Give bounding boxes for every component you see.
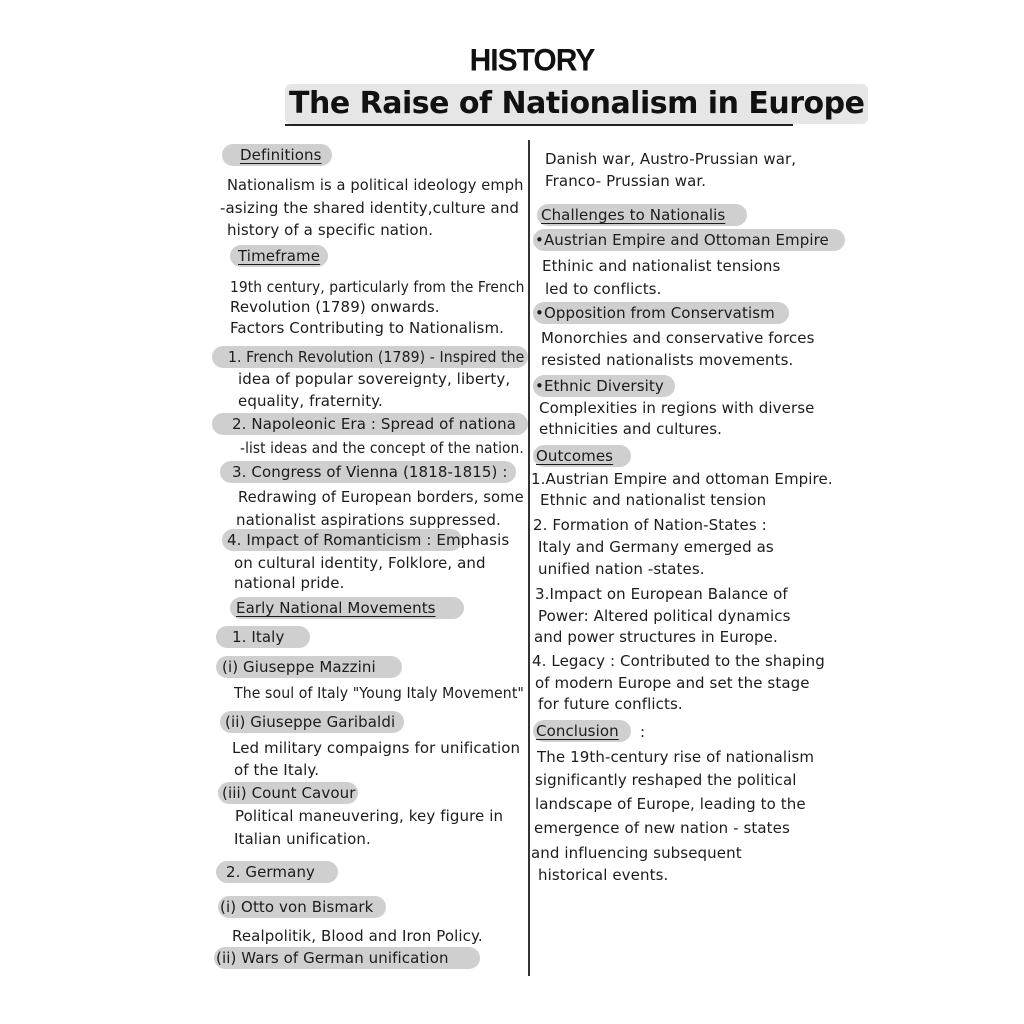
conclusion-line: The 19th-century rise of nationalism	[537, 748, 815, 766]
timeframe-line: Factors Contributing to Nationalism.	[230, 319, 505, 337]
outcome-line: for future conflicts.	[538, 695, 683, 713]
factor-line: 1. French Revolution (1789) - Inspired the	[228, 348, 525, 366]
definition-line: history of a specific nation.	[227, 221, 434, 239]
garibaldi-heading: (ii) Giuseppe Garibaldi	[225, 713, 396, 731]
outcomes-heading: Outcomes	[536, 447, 614, 465]
bismark-heading: (i) Otto von Bismark	[220, 898, 374, 916]
conclusion-heading: Conclusion	[536, 722, 619, 740]
opposition-heading: •Opposition from Conservatism	[535, 304, 775, 322]
ethnic-heading: •Ethnic Diversity	[535, 377, 664, 395]
cavour-line: Political maneuvering, key figure in	[235, 807, 504, 825]
factor-line: equality, fraternity.	[238, 392, 383, 410]
outcome-line: 4. Legacy : Contributed to the shaping	[532, 652, 825, 670]
outcome-line: 3.Impact on European Balance of	[535, 585, 788, 603]
conclusion-colon: :	[640, 723, 646, 741]
austrian-line: Ethinic and nationalist tensions	[542, 257, 781, 275]
outcome-line: 2. Formation of Nation-States :	[533, 516, 767, 534]
title-underline	[285, 124, 793, 126]
cavour-heading: (iii) Count Cavour	[222, 784, 356, 802]
factor-line: 2. Napoleonic Era : Spread of nationa	[232, 415, 517, 433]
garibaldi-line: of the Italy.	[234, 761, 320, 779]
italy-heading: 1. Italy	[232, 628, 285, 646]
factor-line: on cultural identity, Folklore, and	[234, 554, 486, 572]
opposition-line: resisted nationalists movements.	[541, 351, 794, 369]
factor-line: 3. Congress of Vienna (1818-1815) :	[232, 463, 508, 481]
germany-heading: 2. Germany	[226, 863, 316, 881]
ethnic-line: ethnicities and cultures.	[539, 420, 723, 438]
subject-heading: HISTORY	[469, 43, 595, 78]
outcome-line: Ethnic and nationalist tension	[540, 491, 767, 509]
outcome-line: 1.Austrian Empire and ottoman Empire.	[531, 470, 833, 488]
outcome-line: of modern Europe and set the stage	[535, 674, 810, 692]
cavour-line: Italian unification.	[234, 830, 371, 848]
wars-line: Danish war, Austro-Prussian war,	[545, 150, 797, 168]
opposition-line: Monorchies and conservative forces	[541, 329, 815, 347]
factor-line: nationalist aspirations suppressed.	[236, 511, 501, 529]
challenges-heading: Challenges to Nationalis	[541, 206, 726, 224]
factor-line: idea of popular sovereignty, liberty,	[238, 370, 511, 388]
conclusion-line: and influencing subsequent	[531, 844, 742, 862]
factor-line: national pride.	[234, 574, 345, 592]
outcome-line: Power: Altered political dynamics	[538, 607, 791, 625]
column-divider	[528, 140, 530, 976]
mazzini-text: The soul of Italy "Young Italy Movement"	[234, 684, 525, 702]
page-title: The Raise of Nationalism in Europe	[285, 84, 868, 124]
wars-line: Franco- Prussian war.	[545, 172, 707, 190]
bismark-text: Realpolitik, Blood and Iron Policy.	[232, 927, 483, 945]
outcome-line: Italy and Germany emerged as	[538, 538, 774, 556]
conclusion-line: landscape of Europe, leading to the	[535, 795, 806, 813]
definition-line: -asizing the shared identity,culture and	[220, 199, 520, 217]
conclusion-line: historical events.	[538, 866, 669, 884]
wars-heading: (ii) Wars of German unification	[216, 949, 449, 967]
factor-line: Redrawing of European borders, some	[238, 488, 524, 506]
factor-line: -list ideas and the concept of the nation.	[240, 439, 524, 457]
timeframe-line: Revolution (1789) onwards.	[230, 298, 440, 316]
definitions-heading: Definitions	[240, 146, 322, 164]
timeframe-line: 19th century, particularly from the French	[230, 278, 525, 296]
timeframe-heading: Timeframe	[238, 247, 321, 265]
mazzini-heading: (i) Giuseppe Mazzini	[222, 658, 376, 676]
austrian-heading: •Austrian Empire and Ottoman Empire	[535, 231, 829, 249]
garibaldi-line: Led military compaigns for unification	[232, 739, 521, 757]
definition-line: Nationalism is a political ideology emph	[227, 176, 524, 194]
factor-line: 4. Impact of Romanticism : Emphasis	[227, 531, 510, 549]
movements-heading: Early National Movements	[236, 599, 436, 617]
ethnic-line: Complexities in regions with diverse	[539, 399, 815, 417]
outcome-line: unified nation -states.	[538, 560, 705, 578]
outcome-line: and power structures in Europe.	[534, 628, 778, 646]
austrian-line: led to conflicts.	[545, 280, 662, 298]
conclusion-line: emergence of new nation - states	[534, 819, 790, 837]
conclusion-line: significantly reshaped the political	[535, 771, 797, 789]
